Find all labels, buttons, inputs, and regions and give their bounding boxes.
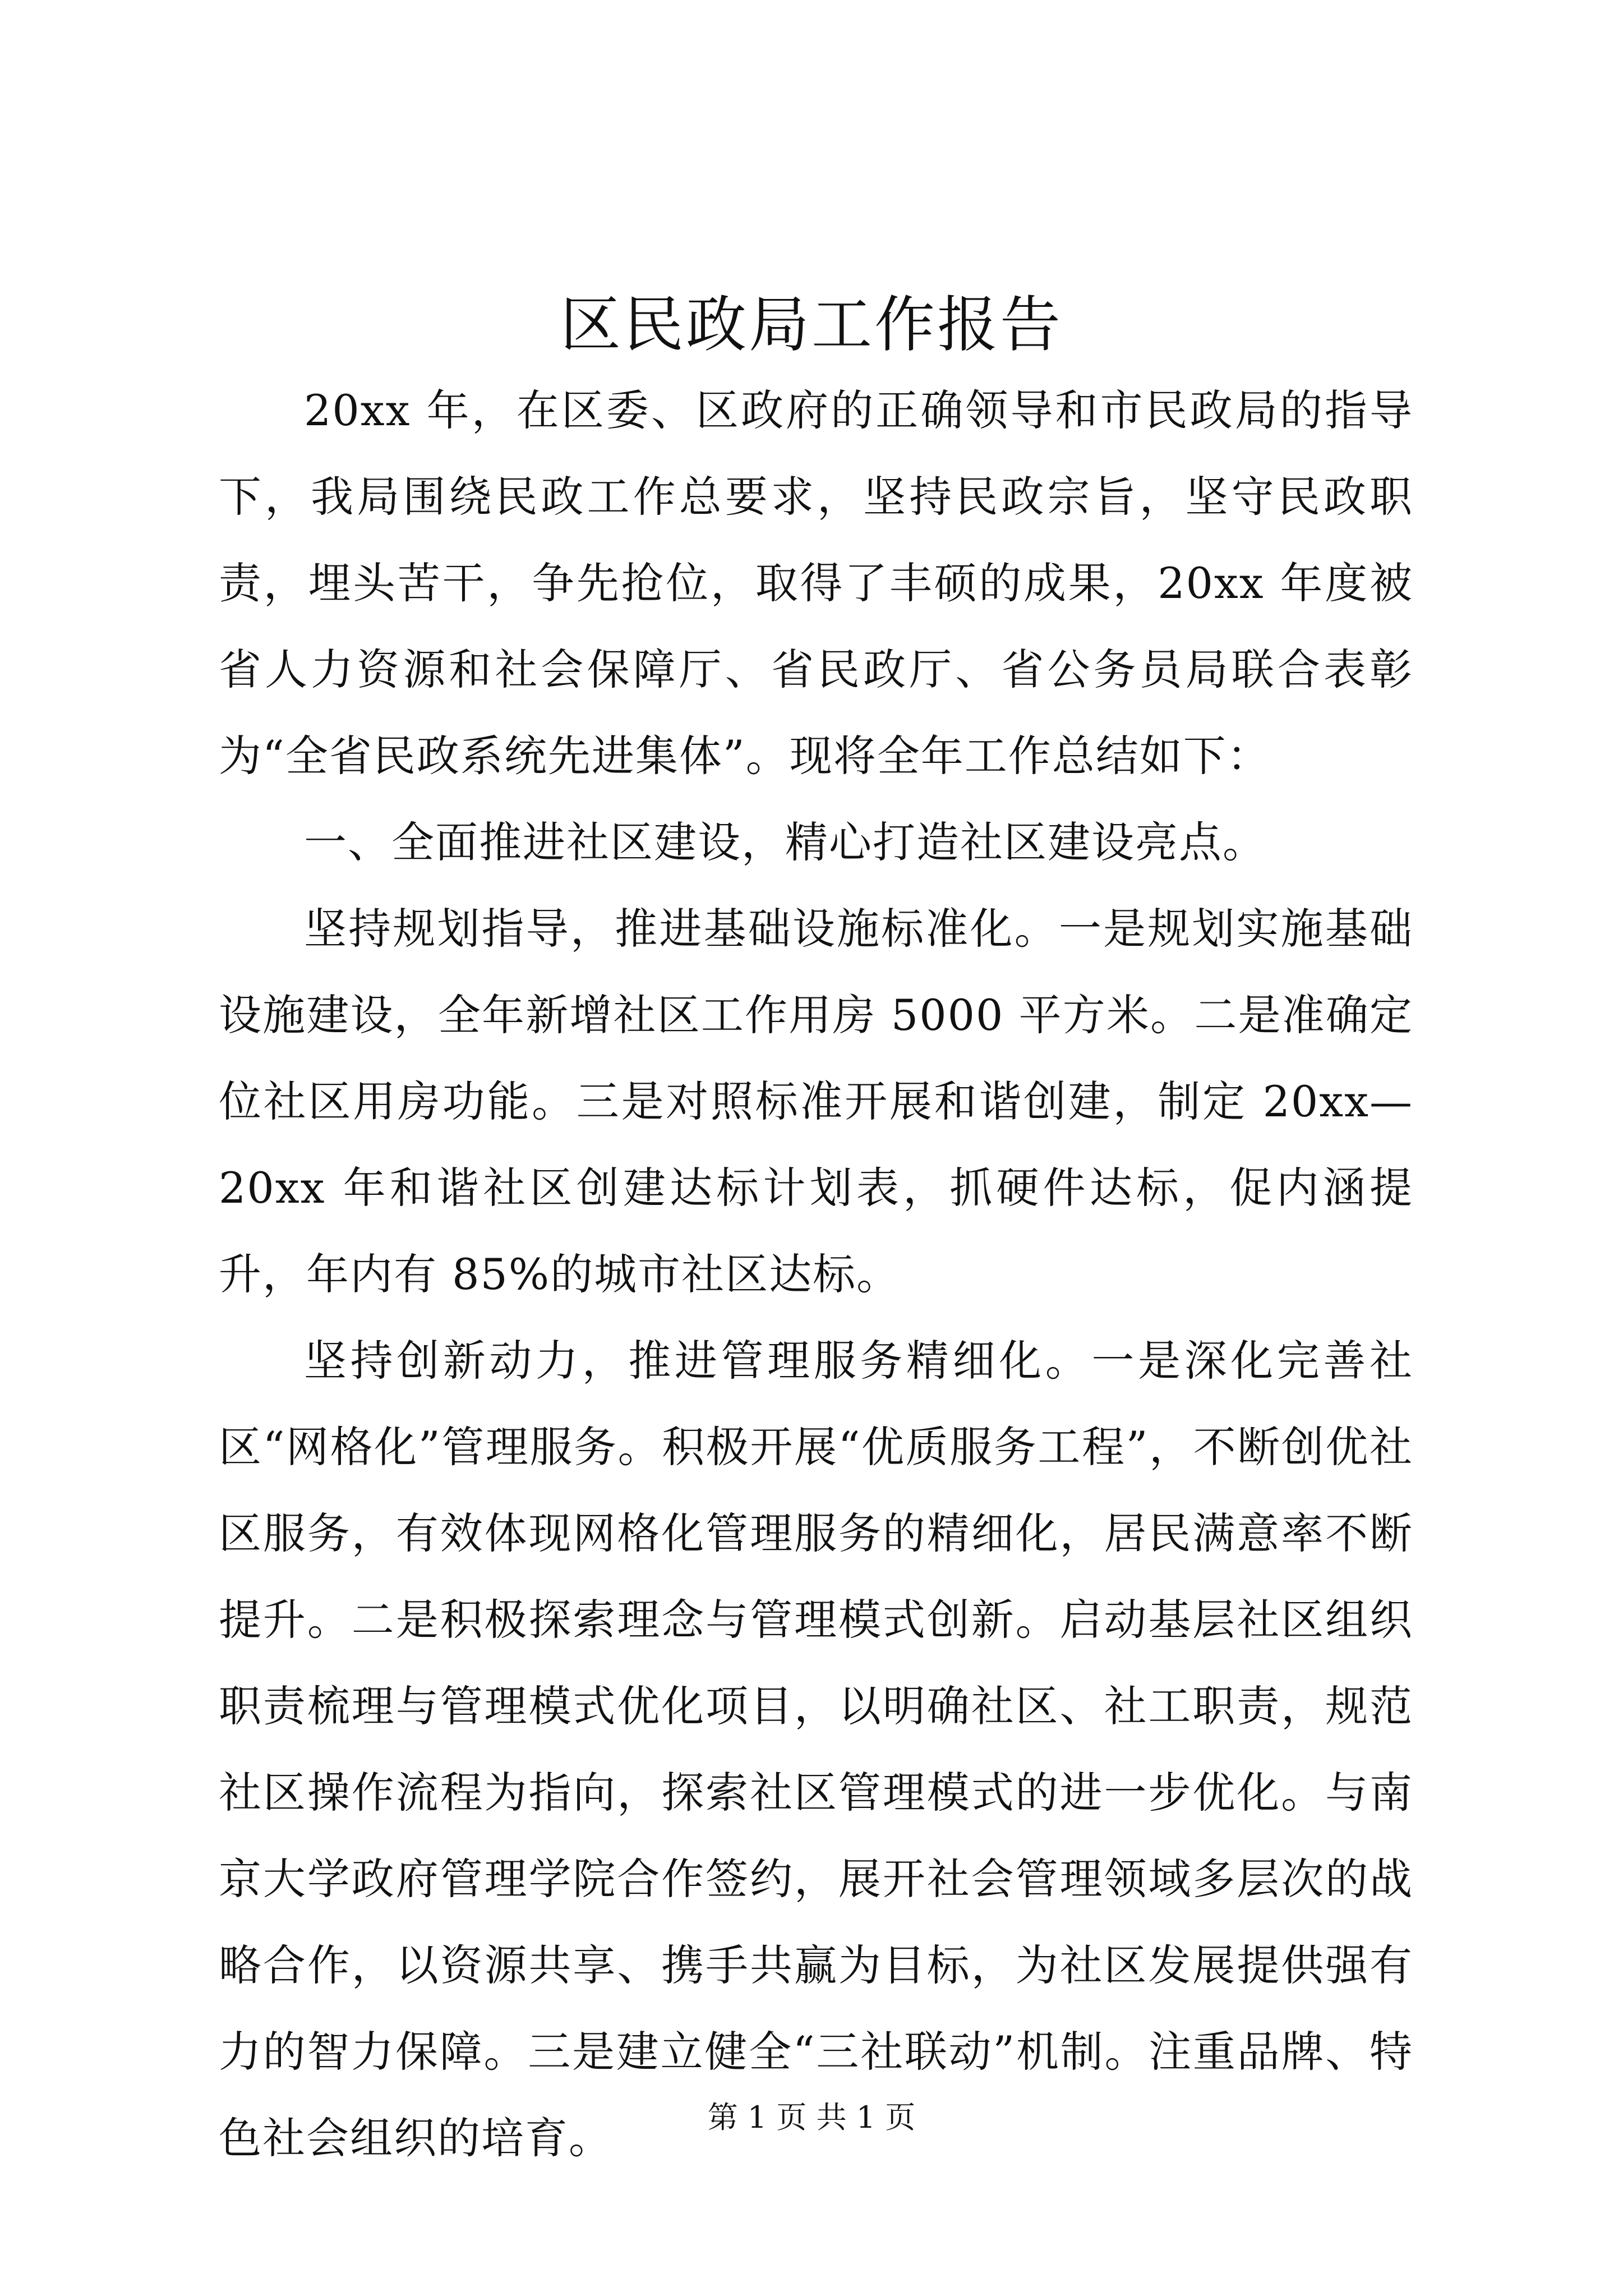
paragraph-infrastructure: 坚持规划指导，推进基础设施标准化。一是规划实施基础设施建设，全年新增社区工作用房 5000 平方米。二是准确定位社区用房功能。三是对照标准开展和谐创建，制定 20xx—20xx 年和谐社区创建达标计划表，抓硬件达标，促内涵提升，年内有 85%的城市社区达标。 — [219, 904, 1413, 1299]
document-body — [219, 367, 1413, 2182]
page-footer: 第 1 页 共 1 页 — [707, 2100, 916, 2135]
paragraph-intro: 20xx 年，在区委、区政府的正确领导和市民政局的指导下，我局围绕民政工作总要求，坚持民政宗旨，坚守民政职责，埋头苦干，争先抢位，取得了丰硕的成果，20xx 年度被省人力资源和社会保障厅、省民政厅、省公务员局联合表彰为“全省民政系统先进集体”。现将全年工作总结如下： — [219, 385, 1413, 781]
paragraph-management: 坚持创新动力，推进管理服务精细化。一是深化完善社区“网格化”管理服务。积极开展“优质服务工程”，不断创优社区服务，有效体现网格化管理服务的精细化，居民满意率不断提升。二是积极探索理念与管理模式创新。启动基层社区组织职责梳理与管理模式优化项目，以明确社区、社工职责，规范社区操作流程为指向，探索社区管理模式的进一步优化。与南京大学政府管理学院合作签约，展开社会管理领域多层次的战略合作，以资源共享、携手共赢为目标，为社区发展提供强有力的智力保障。三是建立健全“三社联动”机制。注重品牌、特色社会组织的培育。 — [219, 1336, 1413, 2163]
section-heading-1: 一、全面推进社区建设，精心打造社区建设亮点。 — [304, 817, 1266, 867]
document-title: 区民政局工作报告 — [560, 290, 1063, 360]
